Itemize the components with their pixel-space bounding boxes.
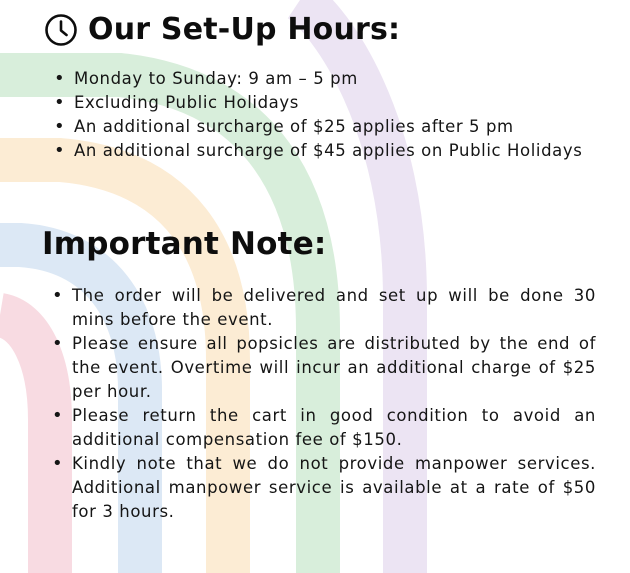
important-note-list <box>46 284 596 524</box>
setup-hours-list <box>48 67 596 163</box>
list-item: • The order will be delivered and set up will be done 30 mins before the event. <box>46 284 596 332</box>
list-item: • Kindly note that we do not provide manpower services. Additional manpower service is available at a rate of $50 for 3 hours. <box>46 452 596 524</box>
list-item: • An additional surcharge of $45 applies on Public Holidays <box>48 139 596 163</box>
important-note-title: Important Note: <box>42 226 327 262</box>
setup-hours-title: Our Set-Up Hours: <box>88 12 401 47</box>
setup-hours-heading <box>44 12 400 47</box>
list-item: • Please return the cart in good condition to avoid an additional compensation fee of $150. <box>46 404 596 452</box>
list-item: • An additional surcharge of $25 applies after 5 pm <box>48 115 596 139</box>
important-note-heading <box>42 226 327 262</box>
list-item: • Excluding Public Holidays <box>48 91 596 115</box>
list-item: • Please ensure all popsicles are distributed by the end of the event. Overtime will incur an additional charge of $25 per hour. <box>46 332 596 404</box>
list-item: • Monday to Sunday: 9 am – 5 pm <box>48 67 596 91</box>
clock-icon <box>44 13 78 47</box>
